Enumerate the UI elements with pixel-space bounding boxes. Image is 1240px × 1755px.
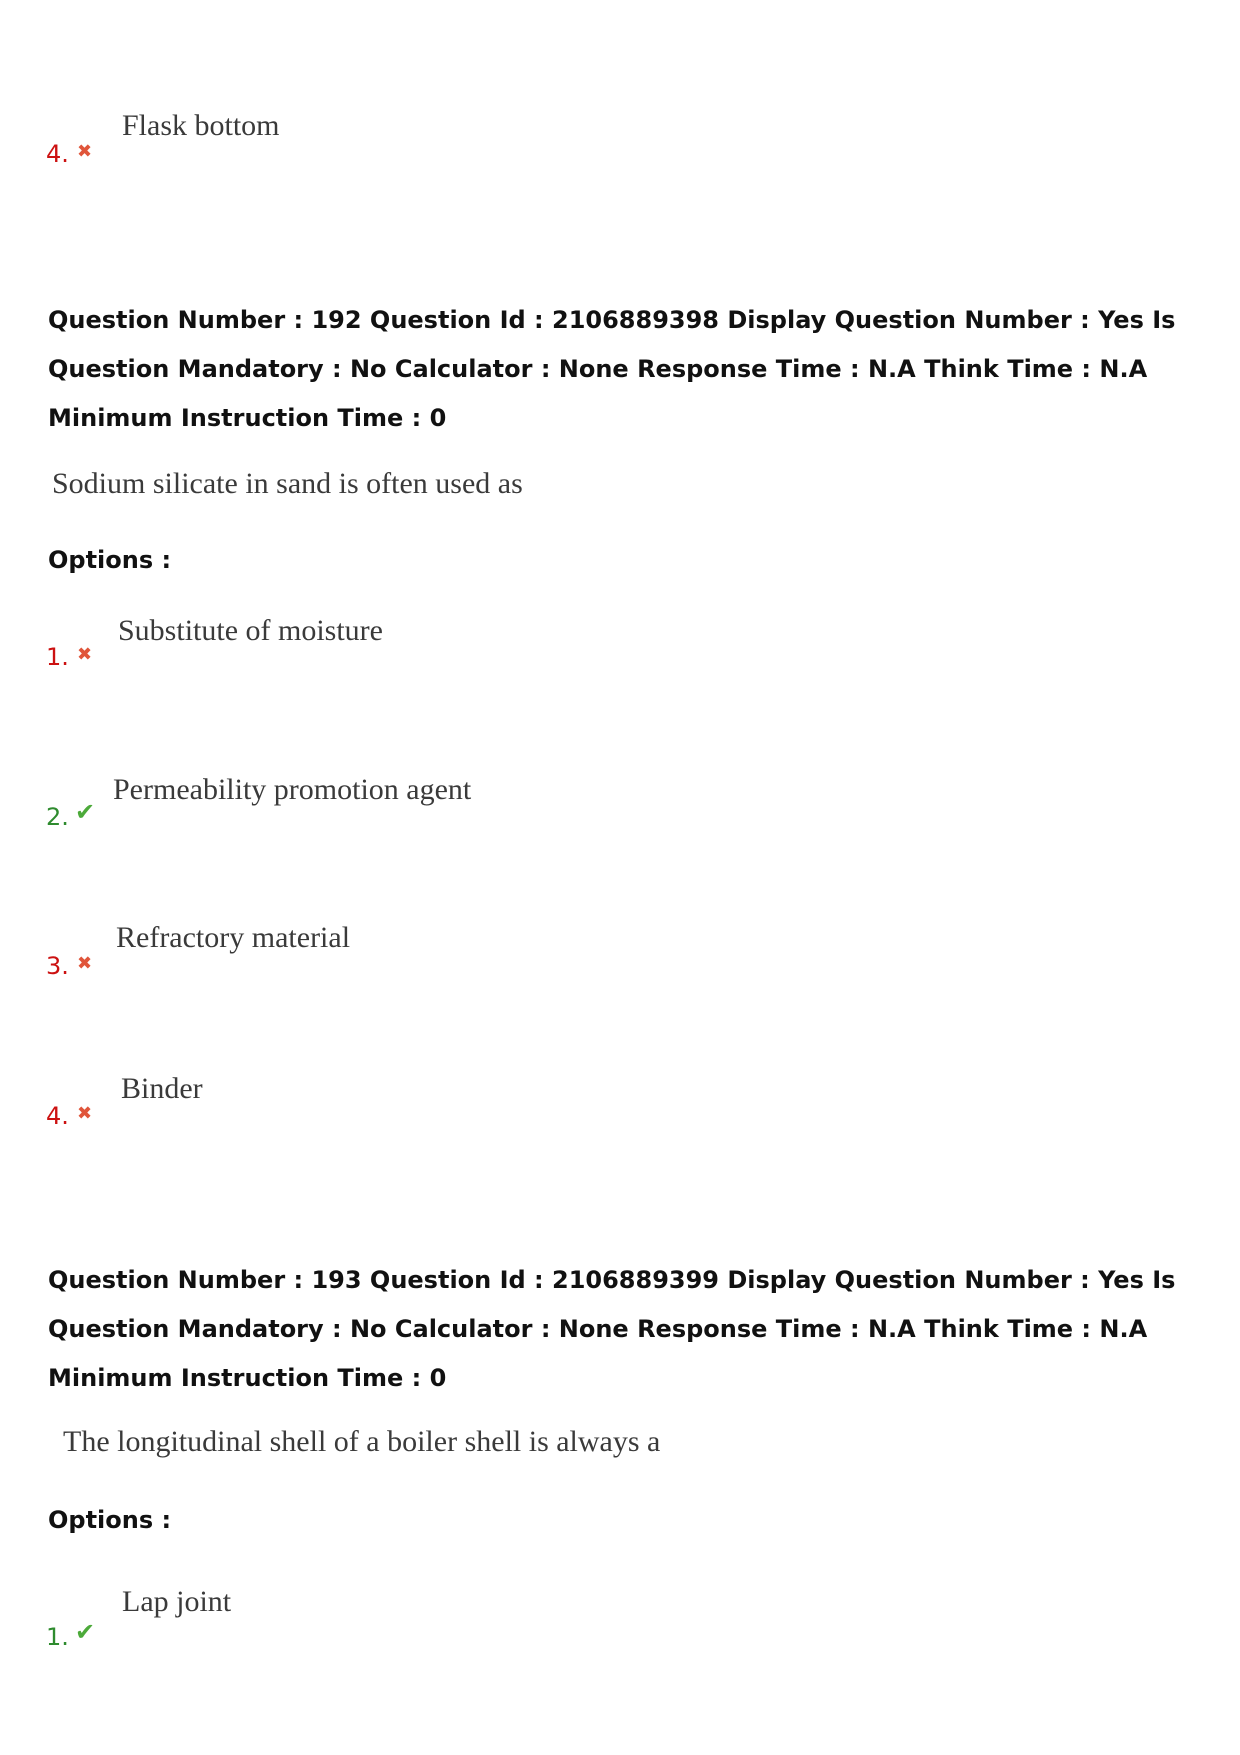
option-number: 4. [46, 140, 69, 168]
option-text: Binder [121, 1072, 203, 1105]
option-number: 3. [46, 952, 69, 980]
option-text: Substitute of moisture [118, 614, 383, 647]
option-text: Permeability promotion agent [113, 773, 472, 806]
option-text: Refractory material [116, 921, 351, 954]
option-number: 4. [46, 1102, 69, 1130]
option-text: Lap joint [122, 1585, 232, 1618]
question-meta: Question Number : 193 Question Id : 2106889399 Display Question Number : Yes Is Question Mandatory : No Calculator : None Response Time : N.A Think Time : N.A Minimum Instruction Time : 0 [48, 1266, 1176, 1392]
question-text: Sodium silicate in sand is often used as [52, 467, 523, 500]
check-icon: ✔ [75, 1618, 96, 1646]
option-number: 1. [46, 643, 69, 671]
options-label: Options : [48, 546, 172, 574]
check-icon: ✔ [75, 798, 96, 826]
options-label: Options : [48, 1506, 172, 1534]
cross-icon: ✖ [77, 141, 93, 162]
question-text: The longitudinal shell of a boiler shell is always a [63, 1425, 661, 1458]
option-text: Flask bottom [122, 109, 280, 142]
question-meta: Question Number : 192 Question Id : 2106889398 Display Question Number : Yes Is Question Mandatory : No Calculator : None Response Time : N.A Think Time : N.A Minimum Instruction Time : 0 [48, 306, 1176, 432]
cross-icon: ✖ [77, 644, 93, 665]
option-number: 2. [46, 803, 69, 831]
cross-icon: ✖ [77, 1103, 93, 1124]
cross-icon: ✖ [77, 953, 93, 974]
option-number: 1. [46, 1623, 69, 1651]
